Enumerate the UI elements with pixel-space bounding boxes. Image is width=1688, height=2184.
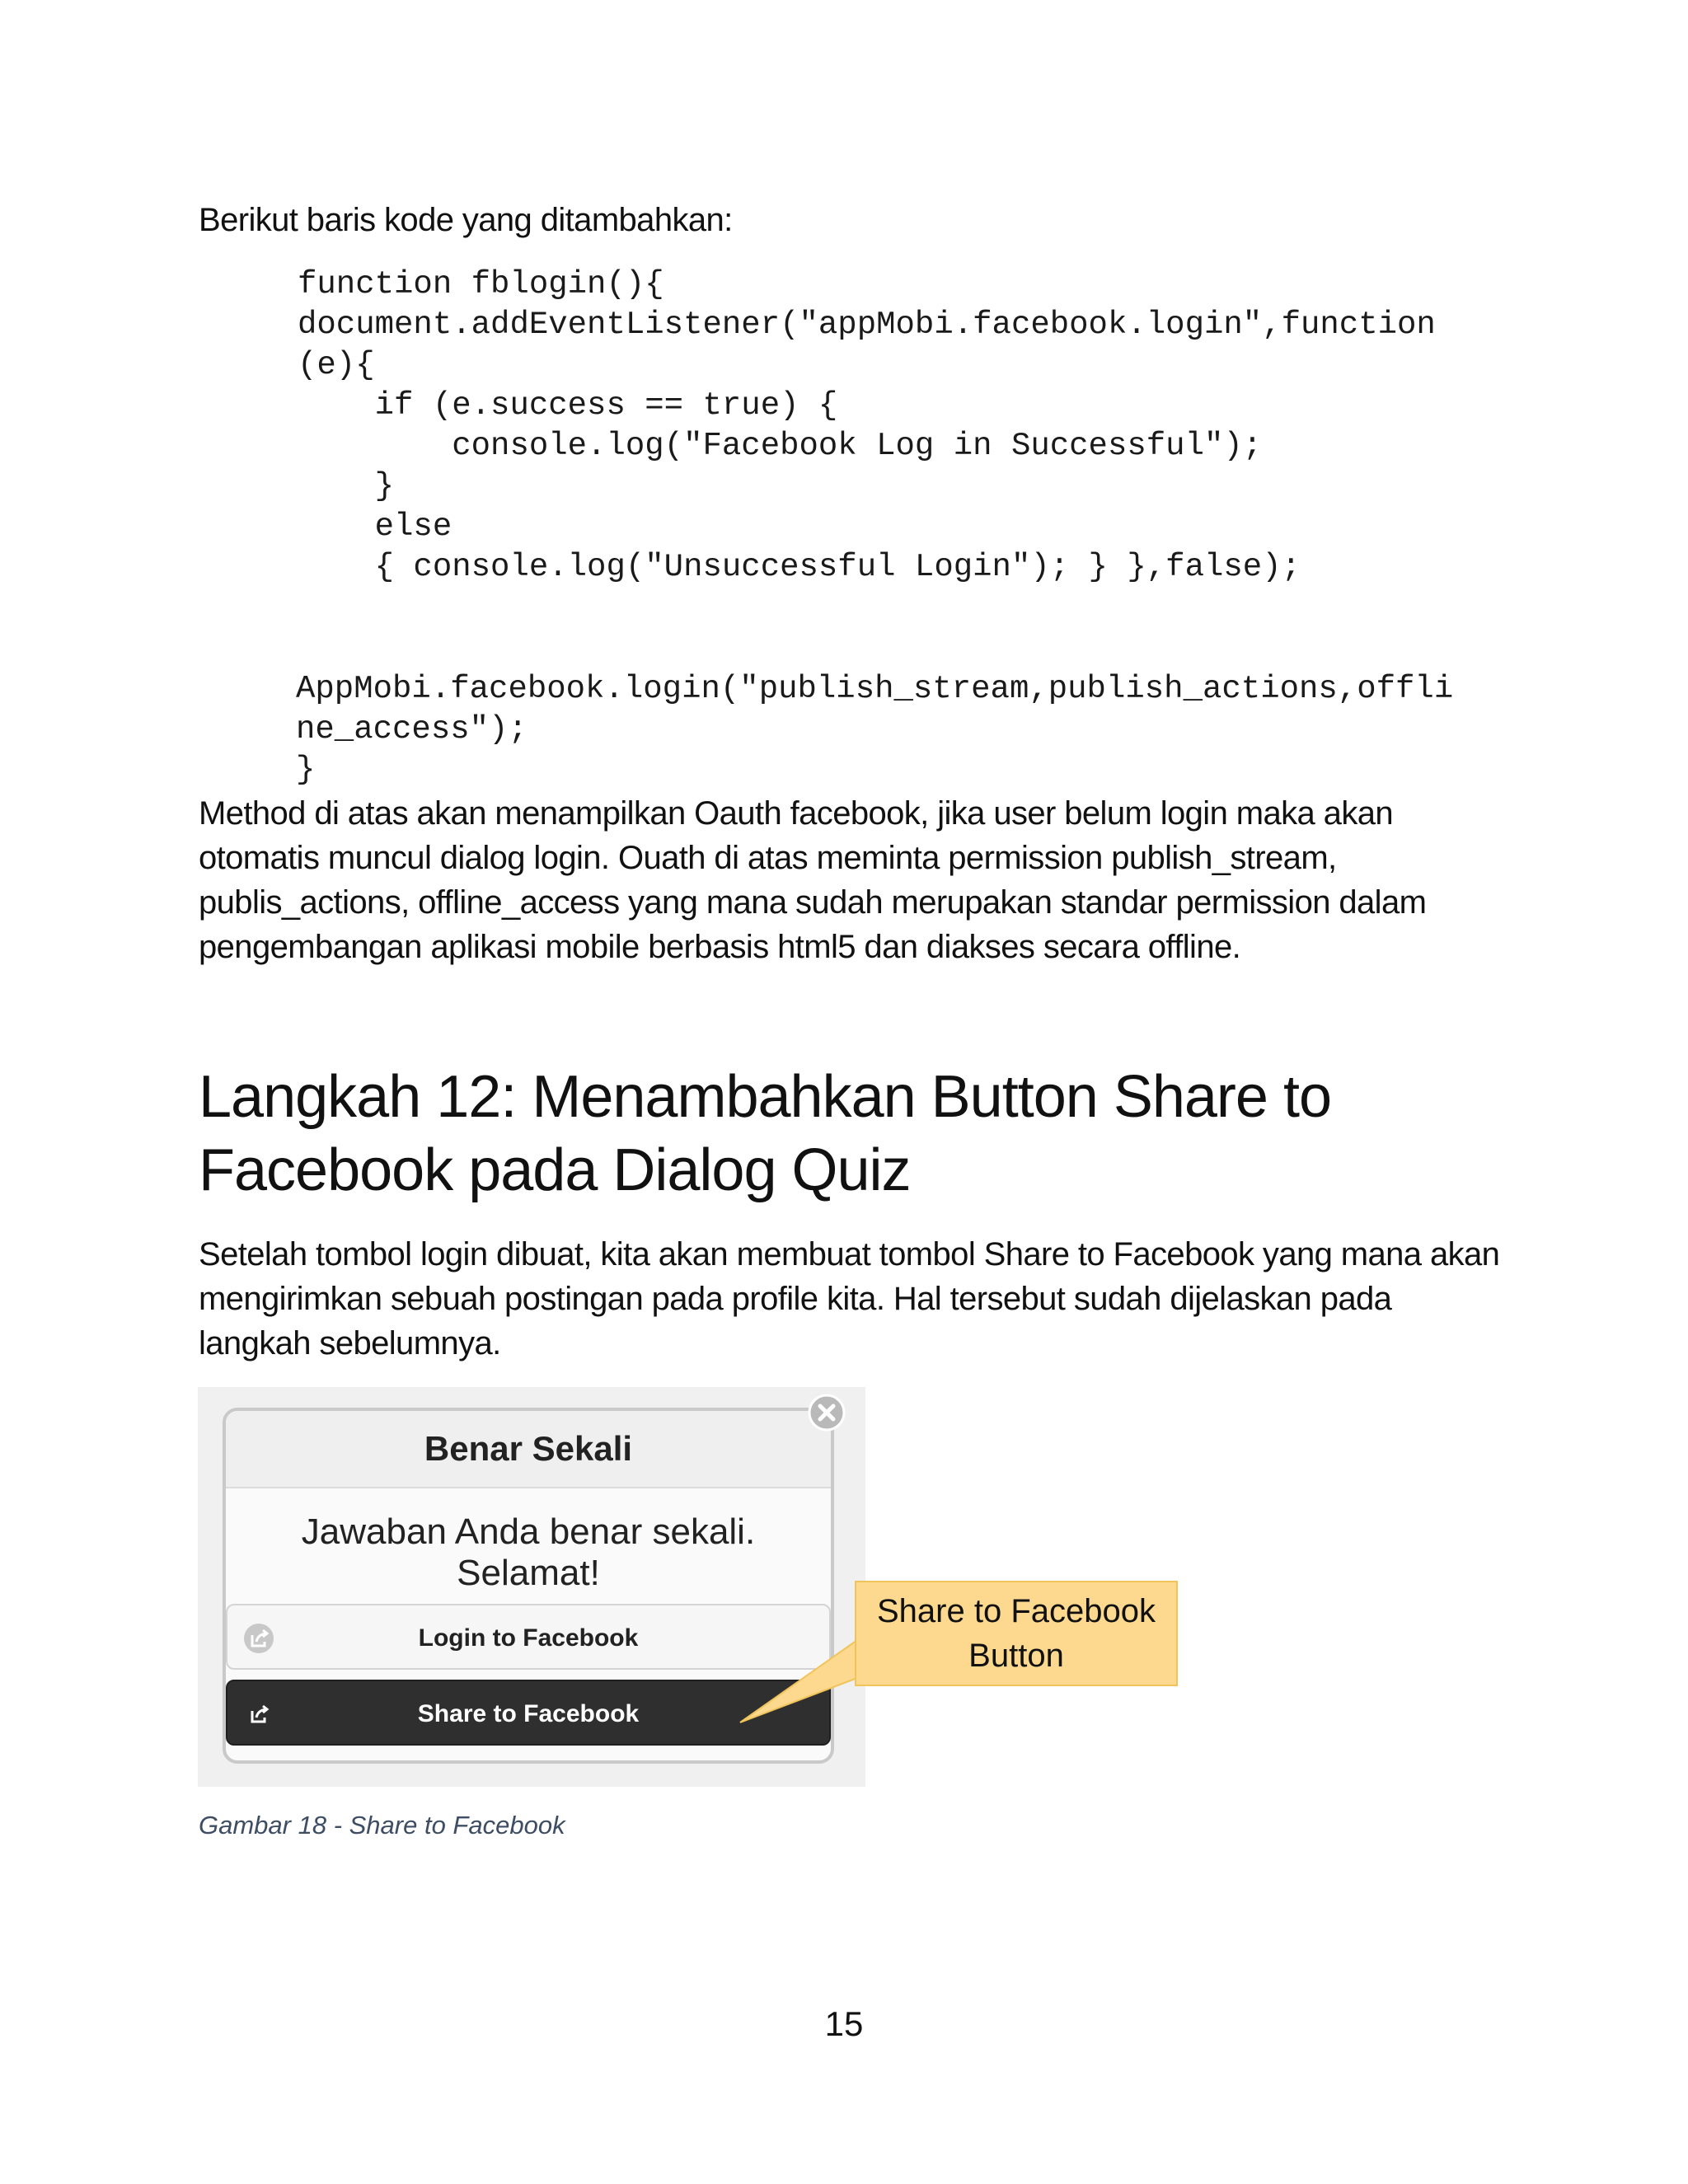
figure-caption: Gambar 18 - Share to Facebook (199, 1811, 565, 1840)
share-icon (242, 1622, 275, 1655)
page-number: 15 (824, 2004, 864, 2043)
quiz-dialog (223, 1408, 834, 1764)
code-block-fblogin: function fblogin(){ document.addEventListener("appMobi.facebook.login",function (e){ if (e.success == true) { console.log("Facebook Log in Successful"); } else { console.log("Unsuccessful Login"); } },false); (298, 266, 1436, 585)
dialog-header (226, 1411, 831, 1488)
paragraph-oauth: Method di atas akan menampilkan Oauth facebook, jika user belum login maka akan otomatis muncul dialog login. Ouath di atas meminta permission publish_stream, publis_actions, offline_access yang mana sudah merupakan standar permission dalam pengembangan aplikasi mobile berbasis html5 dan diakses secara offline. (199, 795, 1427, 965)
close-icon[interactable] (808, 1394, 846, 1432)
login-to-facebook-button[interactable] (226, 1604, 831, 1670)
dialog-message: Jawaban Anda benar sekali. Selamat! (301, 1511, 756, 1593)
intro-text: Berikut baris kode yang ditambahkan: (199, 202, 733, 238)
section-heading: Langkah 12: Menambahkan Button Share to Facebook pada Dialog Quiz (199, 1064, 1331, 1203)
callout-label: Share to Facebook Button (855, 1581, 1178, 1686)
code-block-appmobi-login: AppMobi.facebook.login("publish_stream,publish_actions,offli ne_access"); } (296, 671, 1454, 788)
share-icon (242, 1698, 275, 1731)
figure-screenshot (198, 1387, 865, 1787)
paragraph-share: Setelah tombol login dibuat, kita akan membuat tombol Share to Facebook yang mana akan mengirimkan sebuah postingan pada profile kita. Hal tersebut sudah dijelaskan pada langkah sebelumnya. (199, 1236, 1500, 1361)
login-button-label: Login to Facebook (418, 1624, 639, 1652)
share-to-facebook-button[interactable] (226, 1680, 831, 1746)
share-button-label: Share to Facebook (417, 1700, 640, 1727)
dialog-title: Benar Sekali (424, 1429, 633, 1468)
